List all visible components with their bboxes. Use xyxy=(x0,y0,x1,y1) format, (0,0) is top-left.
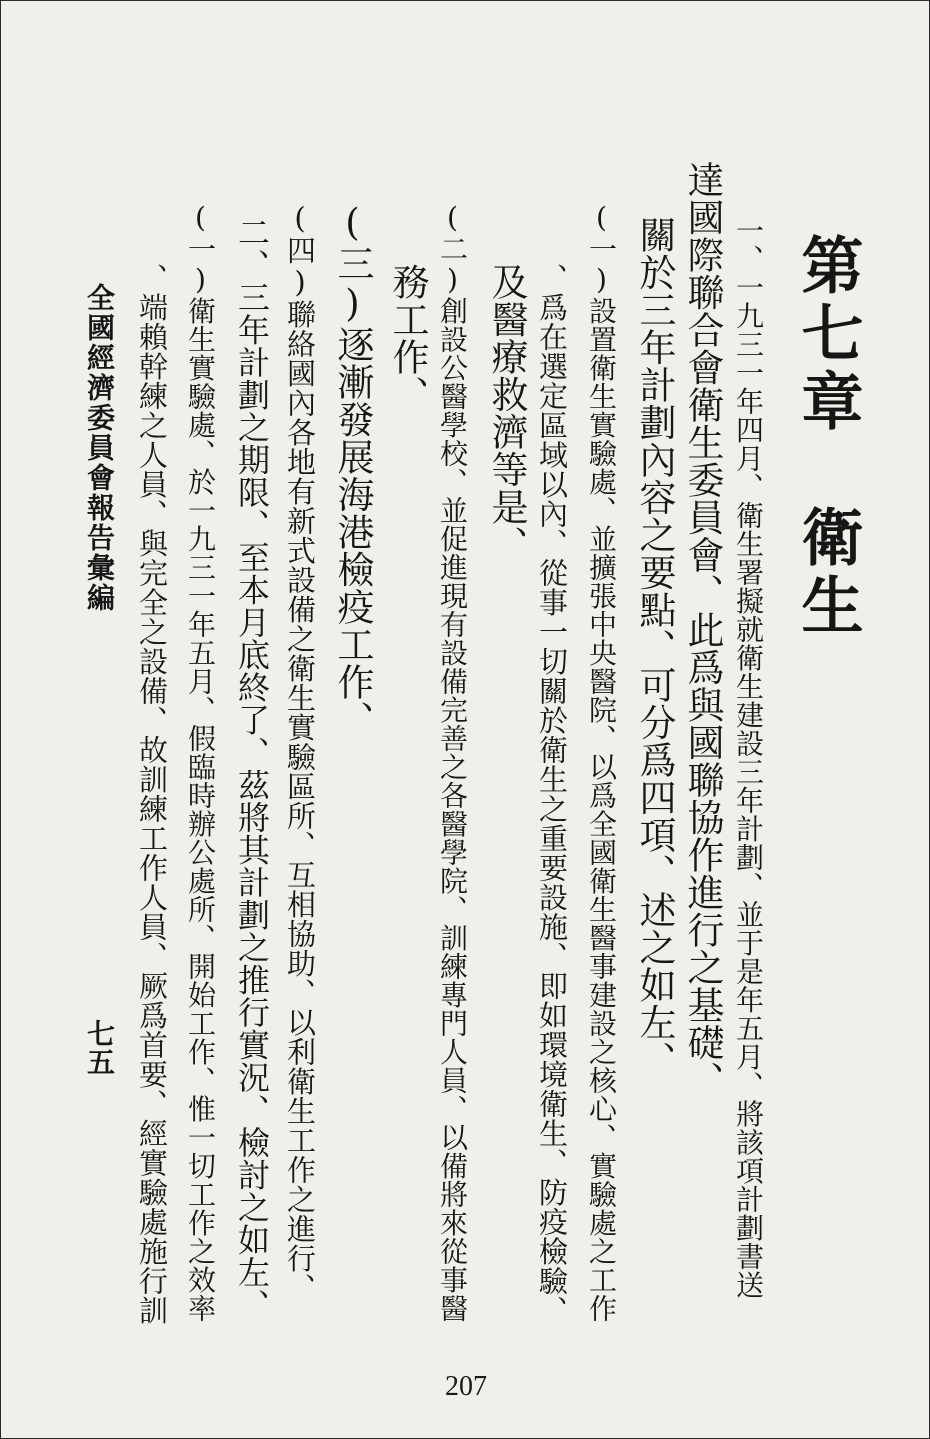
paragraph-line: 達國際聯合會衛生委員會、此爲與國聯協作進行之基礎、 xyxy=(681,161,724,1099)
chapter-title: 第七章 衛生 xyxy=(791,233,864,641)
paragraph-line: (三)逐漸發展海港檢疫工作、 xyxy=(331,201,374,738)
paragraph-line: (四)聯絡國內各地有新式設備之衛生實驗區所、互相協助、以利衛生工作之進行、 xyxy=(283,201,317,1303)
paragraph-line: (一)設置衛生實驗處、並擴張中央醫院、以爲全國衛生醫事建設之核心、實驗處之工作 xyxy=(585,201,618,1323)
paragraph-line: 一、一九三一年四月、衛生署擬就衛生建設三年計劃、並于是年五月、將該項計劃書送 xyxy=(732,216,765,1299)
paragraph-line: (二)創設公醫學校、並促進現有設備完善之各醫學院、訓練專門人員、以備將來從事醫 xyxy=(436,201,469,1323)
paragraph-line: 及醫療救濟等是、 xyxy=(485,263,528,563)
page-number: 207 xyxy=(445,1371,487,1402)
running-footer: 全國經濟委員會報告彙編 xyxy=(83,283,116,613)
chinese-page-number: 七五 xyxy=(83,1019,116,1076)
paragraph-line: 關於三年計劃內容之要點、可分爲四項、述之如左、 xyxy=(633,216,676,1079)
paragraph-line: (一)衛生實驗處、於一九三一年五月、假臨時辦公處所、開始工作、惟一切工作之效率 xyxy=(184,201,217,1323)
paragraph-line: 、端賴幹練之人員、與完全之設備、故訓練工作人員、厥爲首要、經實驗處施行訓 xyxy=(135,263,169,1325)
paragraph-line: 、爲在選定區域以內、從事一切關於衛生之重要設施、即如環境衛生、防疫檢驗、 xyxy=(535,263,569,1325)
paragraph-line: 務工作、 xyxy=(386,263,429,413)
paragraph-line: 二、三年計劃之期限、至本月底終了、茲將其計劃之推行實況、檢討之如左、 xyxy=(233,216,271,1321)
